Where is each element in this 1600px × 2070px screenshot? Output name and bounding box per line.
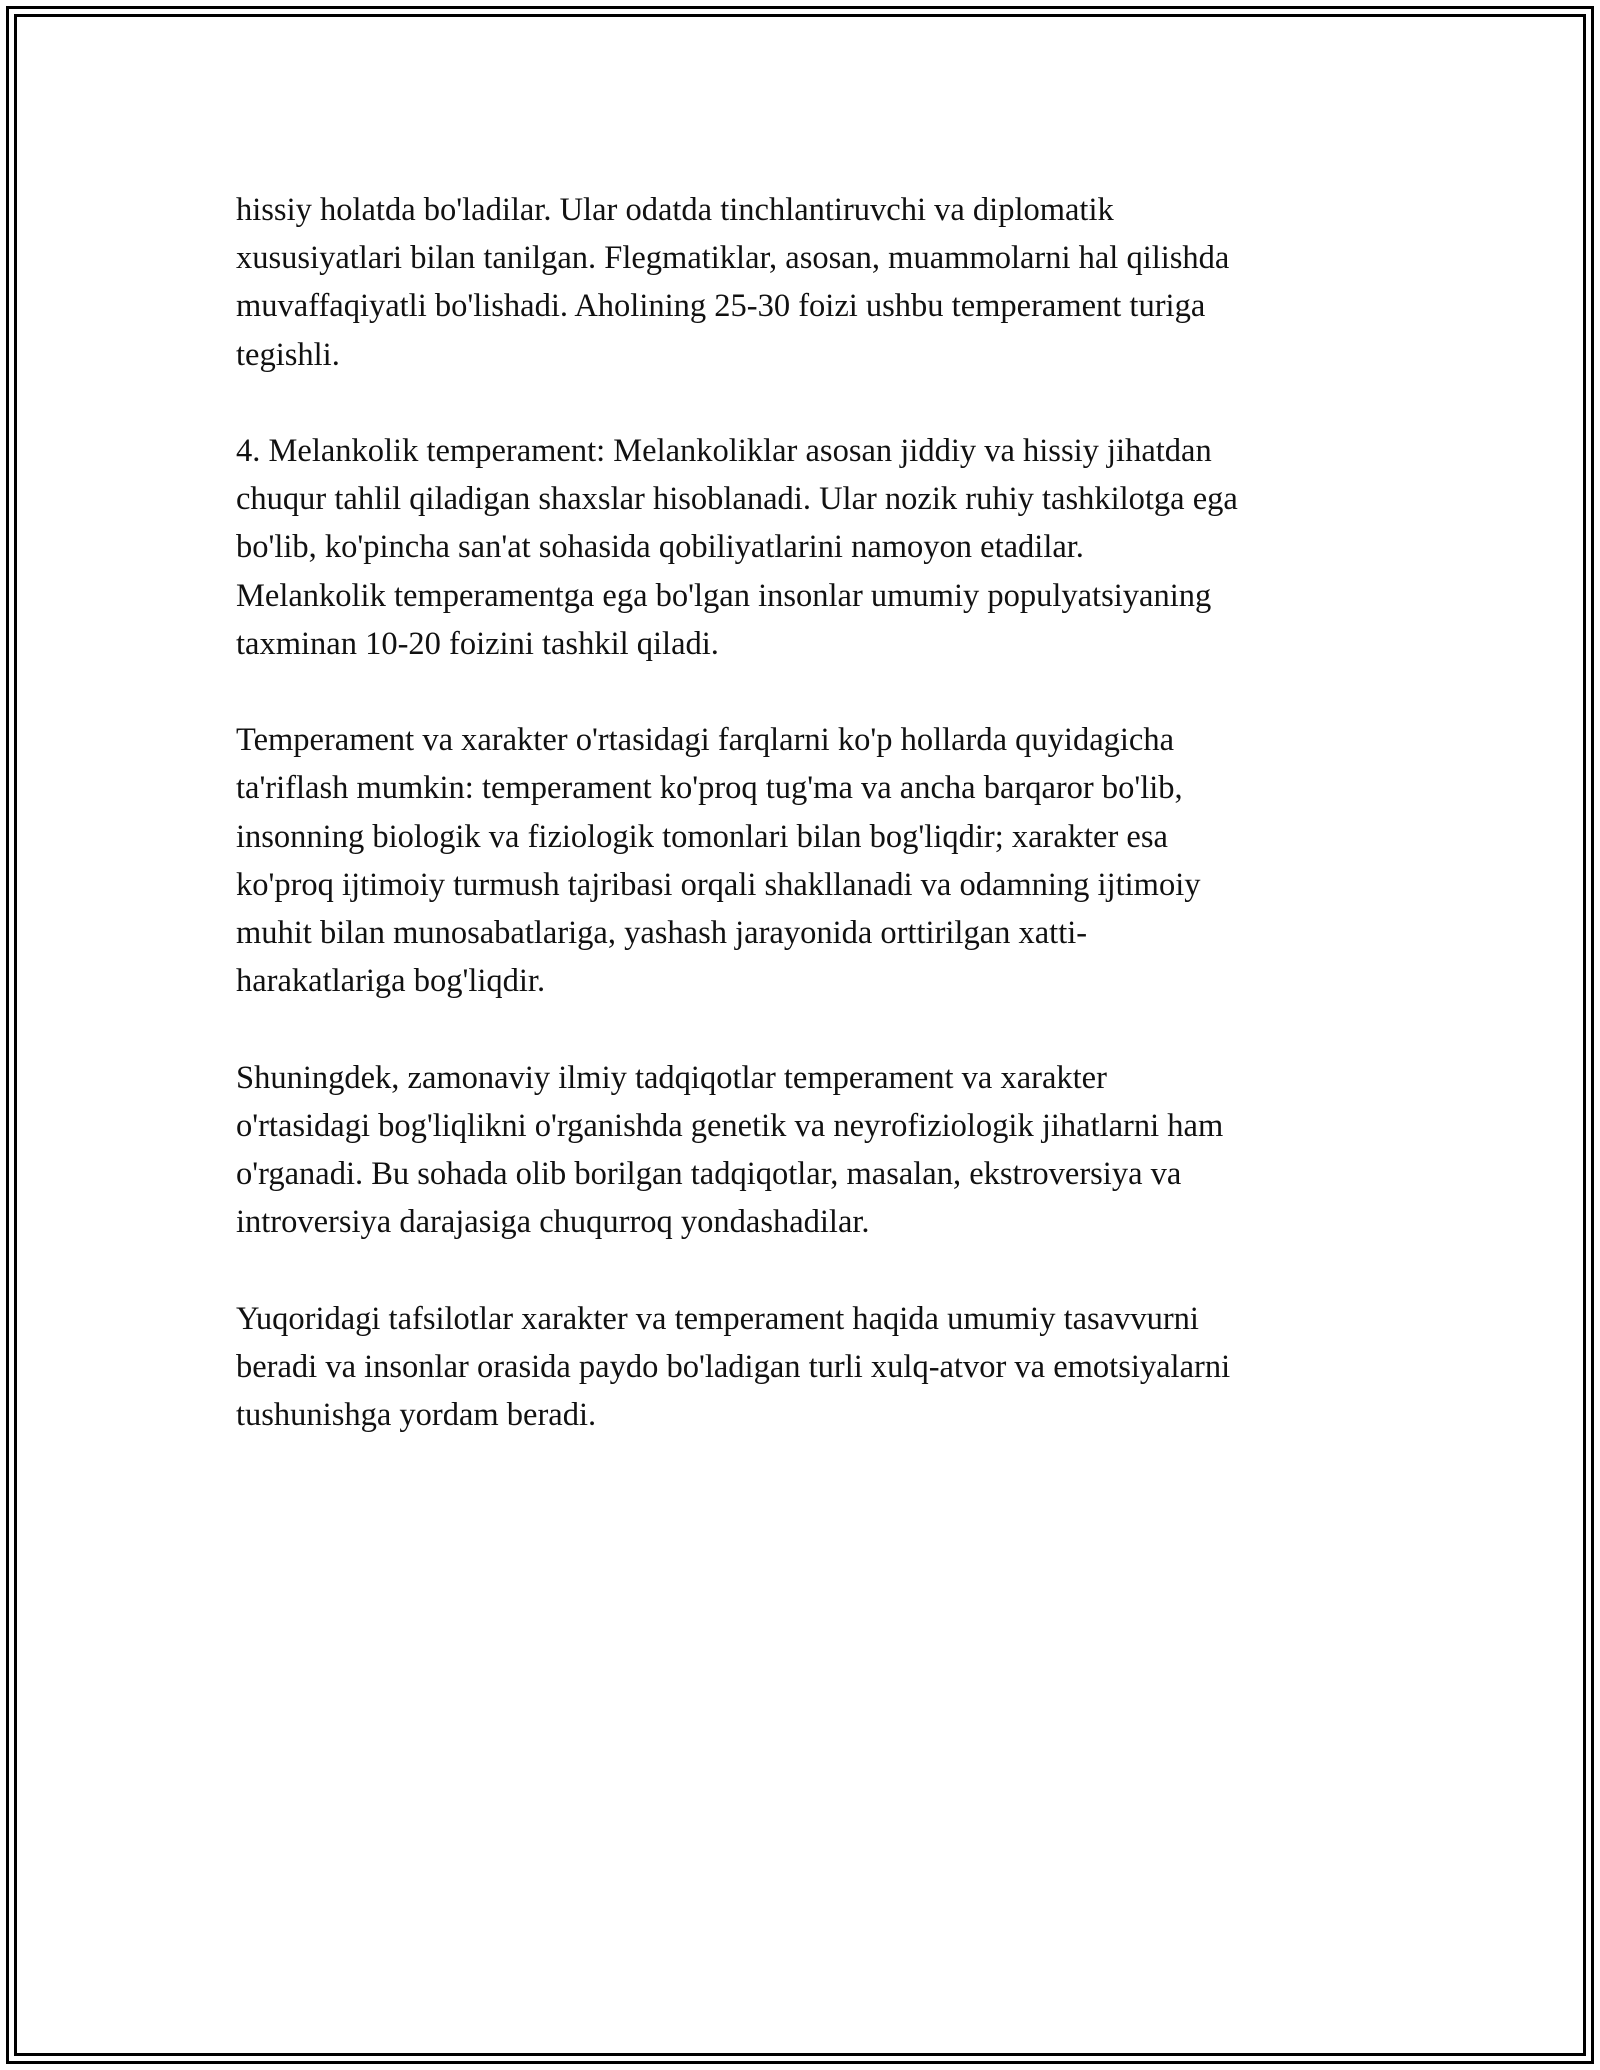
paragraph-conclusion: Yuqoridagi tafsilotlar xarakter va temperament haqida umumiy tasavvurni beradi va insonlar orasida paydo bo'ladigan turli xulq-atvor va emotsiyalarni tushunishga yordam beradi. — [236, 1300, 1231, 1434]
paragraph-melancholic: 4. Melankolik temperament: Melankoliklar asosan jiddiy va hissiy jihatdan chuqur tahlil qiladigan shaxslar hisoblanadi. Ular nozik ruhiy tashkilotga ega bo'lib, ko'pincha san'at sohasida qobiliyatlarini namoyon etadilar. Melankolik temperamentga ega bo'lgan insonlar umumiy populyatsiyaning taxminan 10-20 foizini tashkil qiladi. — [236, 433, 1238, 662]
paragraph-modern-research: Shuningdek, zamonaviy ilmiy tadqiqotlar temperament va xarakter o'rtasidagi bog'liqlikni o'rganishda genetik va neyrofiziologik jihatlarni ham o'rganadi. Bu sohada olib borilgan tadqiqotlar, masalan, ekstroversiya va introversiya darajasiga chuqurroq yondashadilar. — [236, 1059, 1224, 1241]
paragraph-phlegmatic-continued: hissiy holatda bo'ladilar. Ular odatda tinchlantiruvchi va diplomatik xususiyatlari bilan tanilgan. Flegmatiklar, asosan, muammolarni hal qilishda muvaffaqiyatli bo'lishadi. Aholining 25-30 foizi ushbu temperament turiga tegishli. — [236, 192, 1230, 373]
document-body — [236, 186, 1396, 1487]
paragraph-temperament-vs-character: Temperament va xarakter o'rtasidagi farqlarni ko'p hollarda quyidagicha ta'riflash mumkin: temperament ko'proq tug'ma va ancha barqaror bo'lib, insonning biologik va fiziologik tomonlari bilan bog'liqdir; xarakter esa ko'proq ijtimoiy turmush tajribasi orqali shakllanadi va odamning ijtimoiy muhit bilan munosabatlariga, yashash jarayonida orttirilgan xatti- harakatlariga bog'liqdir. — [236, 722, 1201, 1000]
